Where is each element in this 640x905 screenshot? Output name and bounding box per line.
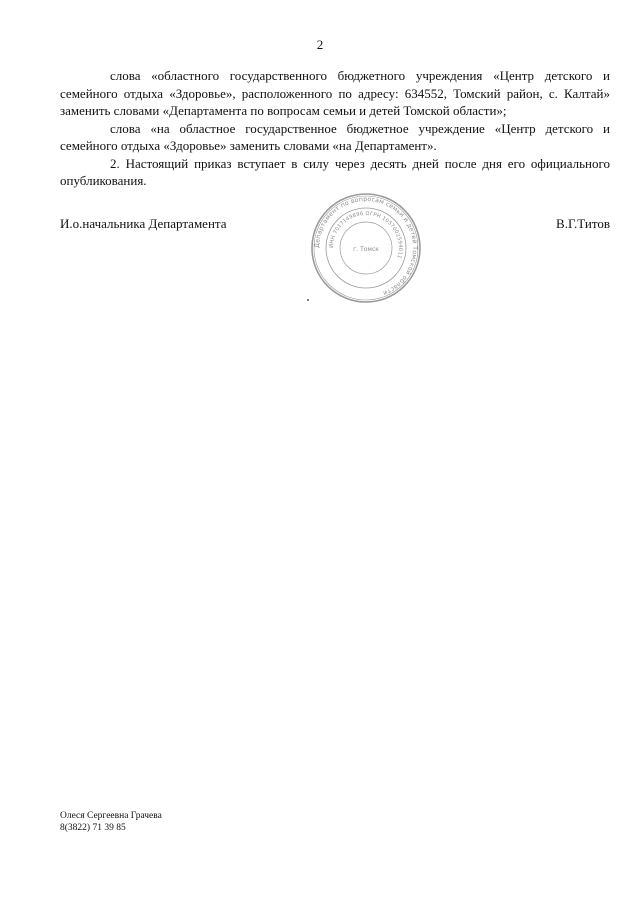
- seal-inner-text: ИНН 7017149896 ОГРН 1057002594011: [328, 210, 404, 260]
- seal-center-text: г. Томск: [353, 246, 379, 253]
- signer-title: И.о.начальника Департамента: [60, 216, 227, 231]
- seal-outer-text: Департамент по вопросам семьи и детей Томской области: [313, 195, 419, 297]
- signer-name: В.Г.Титов: [556, 216, 610, 231]
- document-body: [60, 67, 610, 190]
- stamp-mark: [307, 299, 309, 301]
- executor-name: Олеся Сергеевна Грачева: [60, 811, 162, 821]
- paragraph-replacement-2: слова «на областное государственное бюджетное учреждение «Центр детского и семейного отдыха «Здоровье» заменить словами «на Департамент».: [60, 120, 610, 153]
- paragraph-replacement-1: слова «областного государственного бюджетного учреждения «Центр детского и семейного отдыха «Здоровье», расположенного по адресу: 634552, Томский район, с. Калтай» заменить словами «Департамента по вопросам семьи и детей Томской области»;: [60, 68, 610, 118]
- official-seal: [310, 192, 422, 304]
- executor-phone: 8(3822) 71 39 85: [60, 822, 126, 833]
- paragraph-effective-date: 2. Настоящий приказ вступает в силу через десять дней после дня его официального опубликования.: [60, 155, 610, 188]
- executor-info: [60, 811, 162, 834]
- page-number: 2: [316, 37, 324, 52]
